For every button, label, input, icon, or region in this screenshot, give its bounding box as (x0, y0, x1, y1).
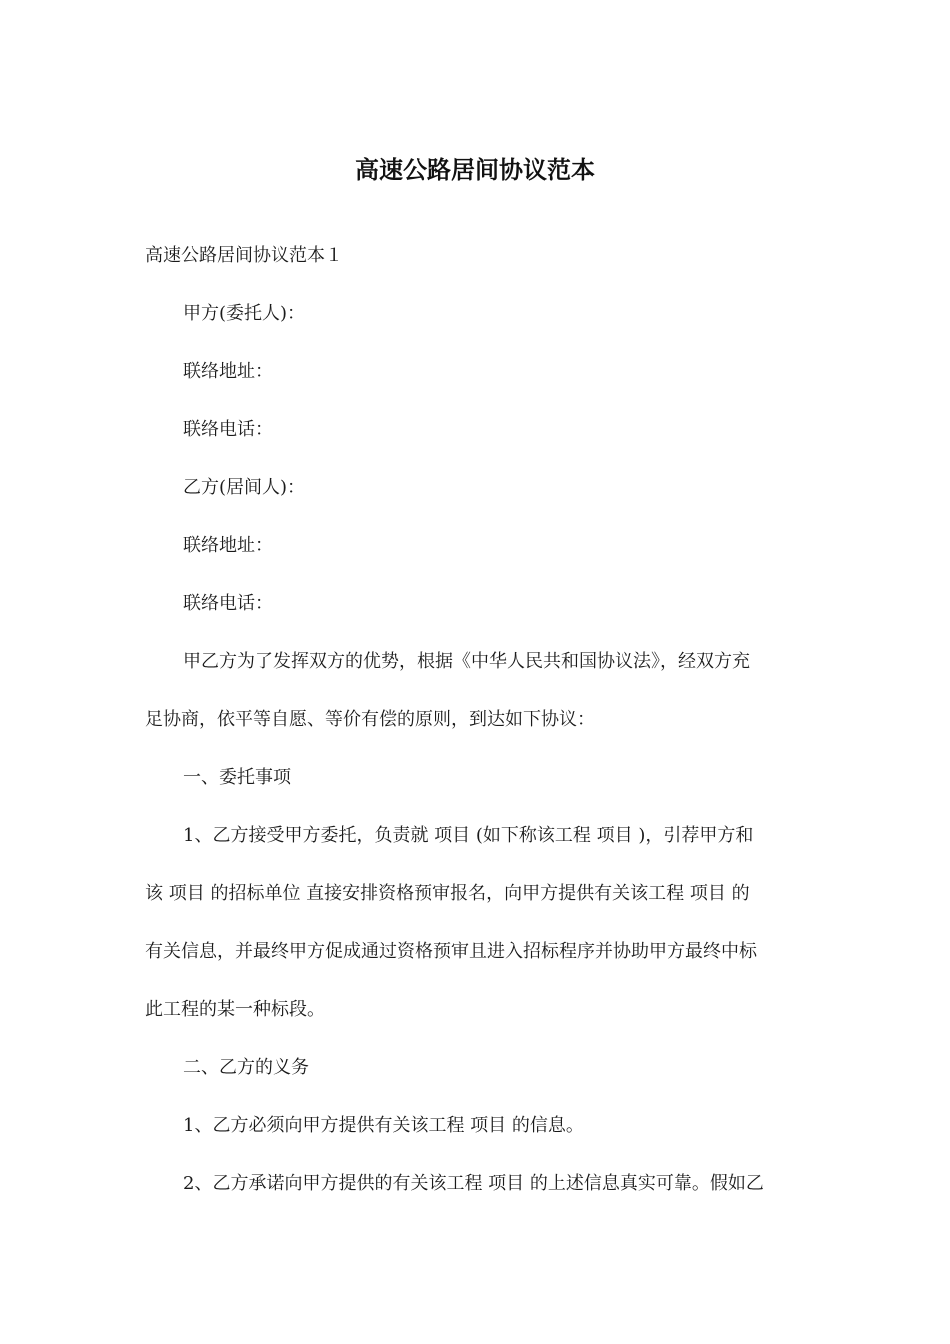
paragraph-line: 1、乙方必须向甲方提供有关该工程 项目 的信息。 (183, 1115, 584, 1136)
paragraph-line: 此工程的某一种标段。 (145, 999, 325, 1020)
party-b-address: 联络地址： (183, 535, 273, 556)
party-a-phone: 联络电话： (183, 419, 273, 440)
paragraph-line: 该 项目 的招标单位 直接安排资格预审报名，向甲方提供有关该工程 项目 的 (145, 883, 750, 904)
party-b-phone: 联络电话： (183, 593, 273, 614)
clause-heading: 二、乙方的义务 (183, 1057, 309, 1078)
paragraph-line: 2、乙方承诺向甲方提供的有关该工程 项目 的上述信息真实可靠。假如乙 (183, 1173, 764, 1194)
document-title: 高速公路居间协议范本 (355, 156, 595, 184)
clause-heading: 一、委托事项 (183, 767, 291, 788)
paragraph-line: 足协商，依平等自愿、等价有偿的原则，到达如下协议： (145, 709, 595, 730)
party-a-label: 甲方(委托人)： (183, 303, 306, 324)
paragraph-line: 1、乙方接受甲方委托，负责就 项目 (如下称该工程 项目 )，引荐甲方和 (183, 825, 754, 846)
party-a-address: 联络地址： (183, 361, 273, 382)
party-b-label: 乙方(居间人)： (183, 477, 306, 498)
paragraph-line: 有关信息，并最终甲方促成通过资格预审且进入招标程序并协助甲方最终中标 (145, 941, 757, 962)
paragraph-line: 甲乙方为了发挥双方的优势，根据《中华人民共和国协议法》，经双方充 (183, 651, 750, 672)
section-heading: 高速公路居间协议范本１ (145, 245, 343, 266)
